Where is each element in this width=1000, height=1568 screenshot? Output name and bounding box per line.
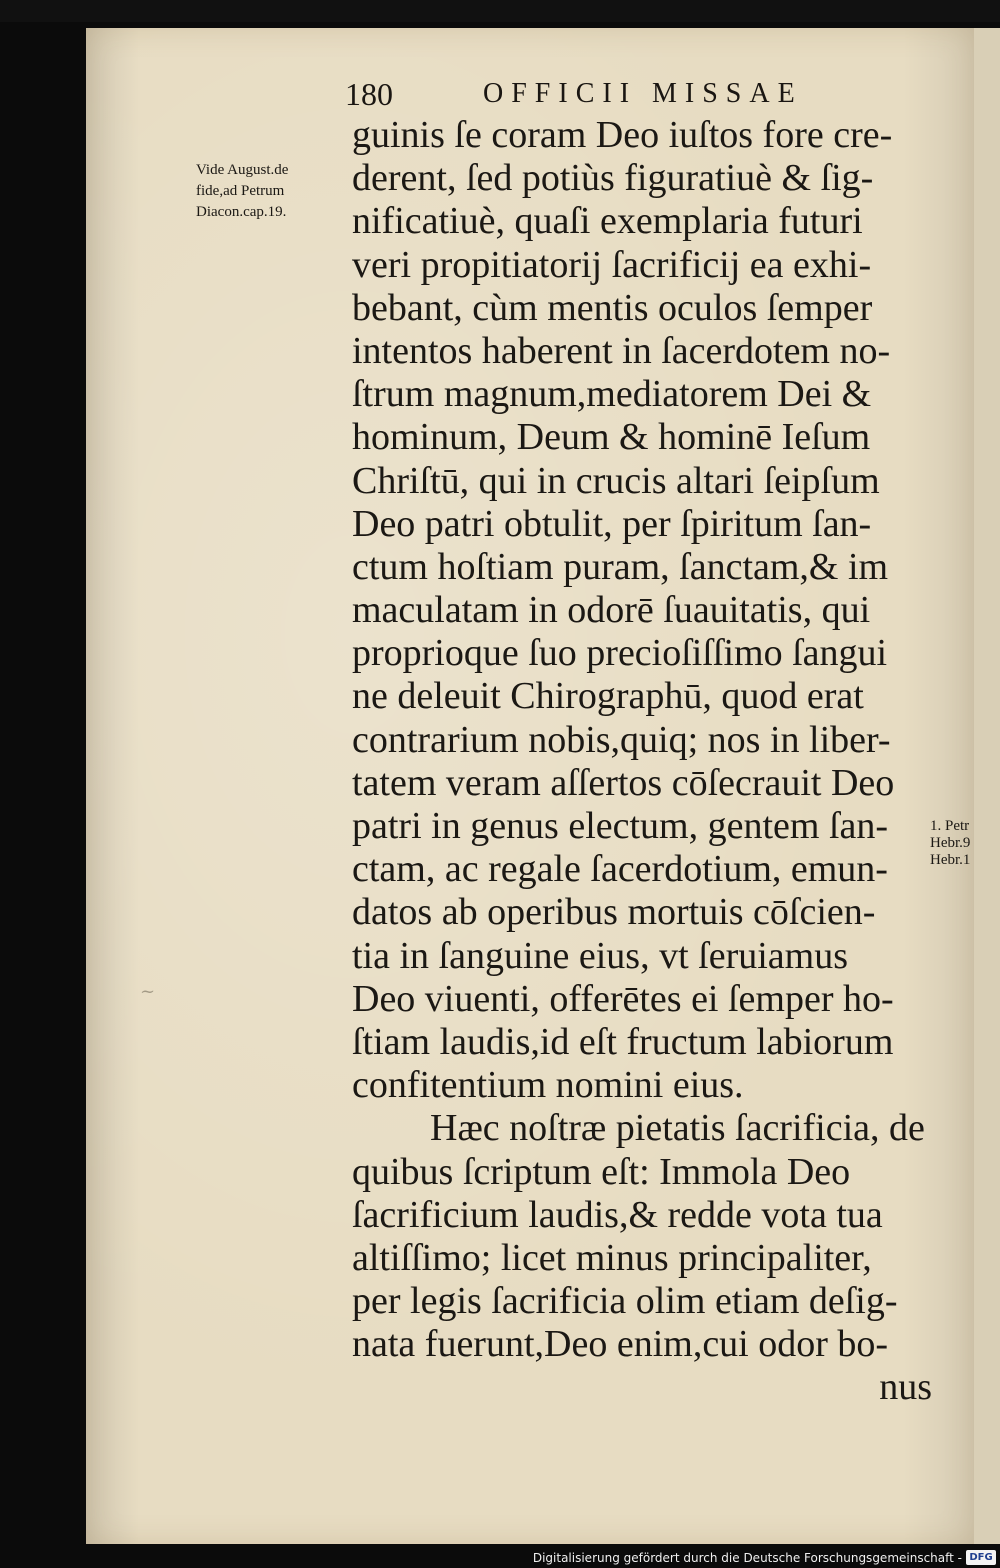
text-line: datos ab operibus mortuis cōſcien- — [352, 891, 876, 934]
paper-stain: ~ — [140, 981, 156, 1002]
text-line: proprioque ſuo precioſiſſimo ſangui — [352, 632, 888, 675]
catchword: nus — [879, 1366, 932, 1409]
text-line: Deo patri obtulit, per ſpiritum ſan- — [352, 502, 872, 545]
text-line: ctum hoſtiam puram, ſanctam,& im — [352, 545, 889, 588]
text-line: tatem veram aſſertos cōſecrauit Deo — [352, 761, 895, 804]
text-line: patri in genus electum, gentem ſan- — [352, 805, 889, 847]
marginal-reference: Hebr.9 — [930, 835, 971, 851]
text-line: derent, ſed potiùs figuratiuè & ſig- — [352, 157, 874, 200]
text-line: per legis ſacrificia olim etiam deſig- — [352, 1280, 898, 1323]
text-line: guinis ſe coram Deo iuſtos fore cre- — [352, 114, 893, 156]
text-line: nata fuerunt,Deo enim,cui odor bo- — [352, 1323, 889, 1366]
text-line: intentos haberent in ſacerdotem no- — [352, 329, 891, 372]
text-line: ne deleuit Chirographū, quod erat — [352, 675, 864, 718]
dfg-logo: DFG — [966, 1550, 996, 1565]
marginal-note — [196, 160, 352, 223]
text-line: bebant, cùm mentis oculos ſemper — [352, 286, 873, 329]
body-text — [352, 114, 938, 1410]
text-line: altiſſimo; licet minus principaliter, — [352, 1236, 872, 1279]
text-line: Chriſtū, qui in crucis altari ſeipſum — [352, 459, 880, 502]
running-title: OFFICII MISSAE — [483, 78, 803, 109]
text-line: ſacrificium laudis,& redde vota tua — [352, 1193, 883, 1236]
text-line: contrarium nobis,quiq; nos in liber- — [352, 718, 891, 761]
text-line: hominum, Deum & hominē Ieſum — [352, 416, 871, 459]
text-line: nificatiuè, quaſi exemplaria futuri — [352, 200, 863, 243]
marginal-note-line: Vide August.de — [196, 162, 289, 178]
marginal-reference: Hebr.1 — [930, 852, 971, 868]
text-line: ſtiam laudis,id eſt fructum labiorum — [352, 1020, 894, 1063]
marginal-references — [930, 818, 1000, 869]
text-line: Deo viuenti, offerētes ei ſemper ho- — [352, 977, 894, 1020]
text-line: veri propitiatorij ſacrificij ea exhi- — [352, 243, 872, 286]
paragraph-start-line: Hæc noſtræ pietatis ſacrificia, de — [430, 1107, 925, 1150]
marginal-note-line: Diacon.cap.19. — [196, 204, 287, 220]
marginal-note-line: fide,ad Petrum — [196, 183, 285, 199]
marginal-reference: 1. Petr — [930, 818, 970, 834]
text-line: maculatam in odorē ſuauitatis, qui — [352, 589, 871, 632]
text-line: tia in ſanguine eius, vt ſeruiamus — [352, 934, 849, 977]
text-line: ſtrum magnum,mediatorem Dei & — [352, 373, 872, 416]
scan-top-border — [0, 0, 1000, 22]
funding-credit: Digitalisierung gefördert durch die Deutsche Forschungsgemeinschaft - — [532, 1551, 962, 1565]
page-number: 180 — [345, 76, 393, 112]
text-line: quibus ſcriptum eſt: Immola Deo — [352, 1150, 851, 1193]
text-line: confitentium nomini eius. — [352, 1064, 744, 1107]
text-line: ctam, ac regale ſacerdotium, emun- — [352, 848, 888, 891]
